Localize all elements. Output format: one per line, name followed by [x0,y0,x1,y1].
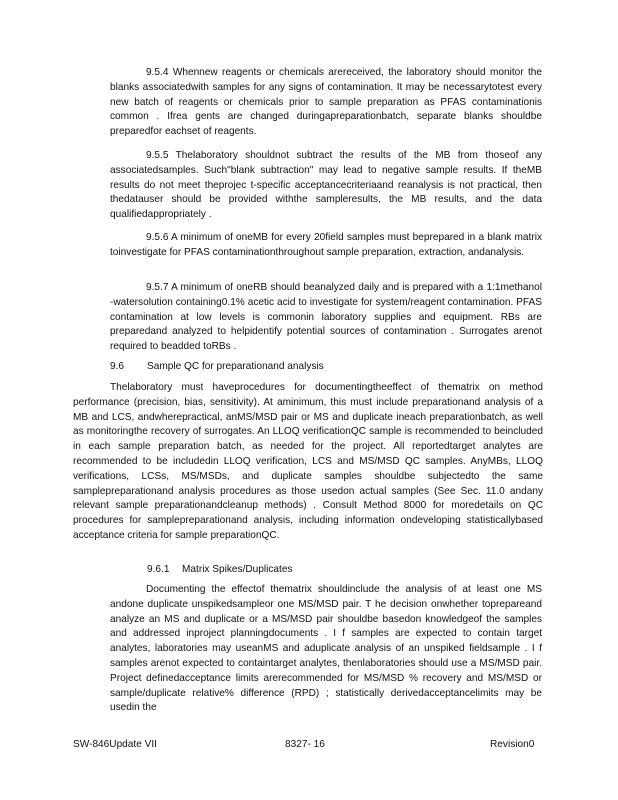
heading-9-6-title: Sample QC for preparationand analysis [147,361,324,372]
heading-9-6-number: 9.6 [110,361,125,372]
heading-9-6-1-title: Matrix Spikes/Duplicates [182,564,293,575]
heading-9-6-1 [147,563,293,577]
footer-left: SW-846Update VII [73,739,157,750]
paragraph-9-6-1-body: Documenting the effectof thematrix shouldinclude the analysis of at least one MS andone duplicate unspikedsampleor one MS/MSD pair. T he decision onwhether toprepareand analyze an MS and duplicate or a MS/MSD pair shouldbe basedon knowledgeof the samples and addressed inproject planningdocuments . I f samples are expected to contain target analytes, laboratories may useanMS and aduplicate analysis of an unspiked fieldsample . I f samples arenot expected to containtarget analytes, thenlaboratories should use a MS/MSD pair. Project definedacceptance limits arerecommended for MS/MSD % recovery and MS/MSD or sample/duplicate relative% difference (RPD) ; statistically derivedacceptancelimits may be usedin the [110,584,542,714]
heading-9-6 [110,360,324,374]
paragraph-9-5-4: 9.5.4 Whennew reagents or chemicals arereceived, the laboratory should monitor the blanks associatedwith samples for any signs of contamination. It may be necessarytotest every new batch of reagents or chemicals prior to sample preparation as PFAS contaminationis common . Ifrea gents are changed duringapreparationbatch, separate blanks shouldbe preparedfor eachset of reagents. [110,67,542,138]
paragraph-9-6-body: Thelaboratory must haveprocedures for documentingtheeffect of thematrix on method performance (precision, bias, sensitivity). At aminimum, this must include preparationand analysis of a MB and LCS, andwherepractical, anMS/MSD pair or MS and duplicate ineach preparationbatch, as well as monitoringthe recovery of surrogates. An LLOQ verificationQC sample is recommended to beincluded in each sample preparation batch, as needed for the project. All reportedtarget analytes are recommended to be includedin LLOQ verification, LCS and MS/MSD QC samples. AnyMBs, LLOQ verifications, LCSs, MS/MSDs, and duplicate samples shouldbe subjectedto the same samplepreparationand analysis procedures as those usedon actual samples (See Sec. 11.0 andany relevant sample preparationandcleanup methods) . Consult Method 8000 for moredetails on QC procedures for samplepreparationand analysis, including information ondeveloping statisticallybased acceptance criteria for sample preparationQC. [73,382,543,541]
footer-revision: Revision0 [490,739,535,750]
paragraph-9-5-5: 9.5.5 Thelaboratory shouldnot subtract the results of the MB from thoseof any associatedsamples. Such"blank subtraction" may lead to negative sample results. If theMB results do not meet theprojec t-specific acceptancecriteriaand reanalysis is not practical, then thedatauser should be provided withthe sampleresults, the MB results, and the data qualifiedappropriately . [110,150,542,221]
paragraph-9-5-6: 9.5.6 A minimum of oneMB for every 20field samples must beprepared in a blank matrix toinvestigate for PFAS contaminationthroughout sample preparation, extraction, andanalysis. [110,232,542,258]
heading-9-6-1-number: 9.6.1 [147,564,170,575]
footer-page-number: 8327- 16 [285,739,325,750]
paragraph-9-5-7: 9.5.7 A minimum of oneRB should beanalyzed daily and is prepared with a 1:1methanol -watersolution containing0.1% acetic acid to investigate for system/reagent contamination. PFAS contamination at low levels is commonin laboratory supplies and equipment. RBs are preparedand analyzed to helpidentify potential sources of contamination . Surrogates arenot required to beadded toRBs . [110,282,542,353]
